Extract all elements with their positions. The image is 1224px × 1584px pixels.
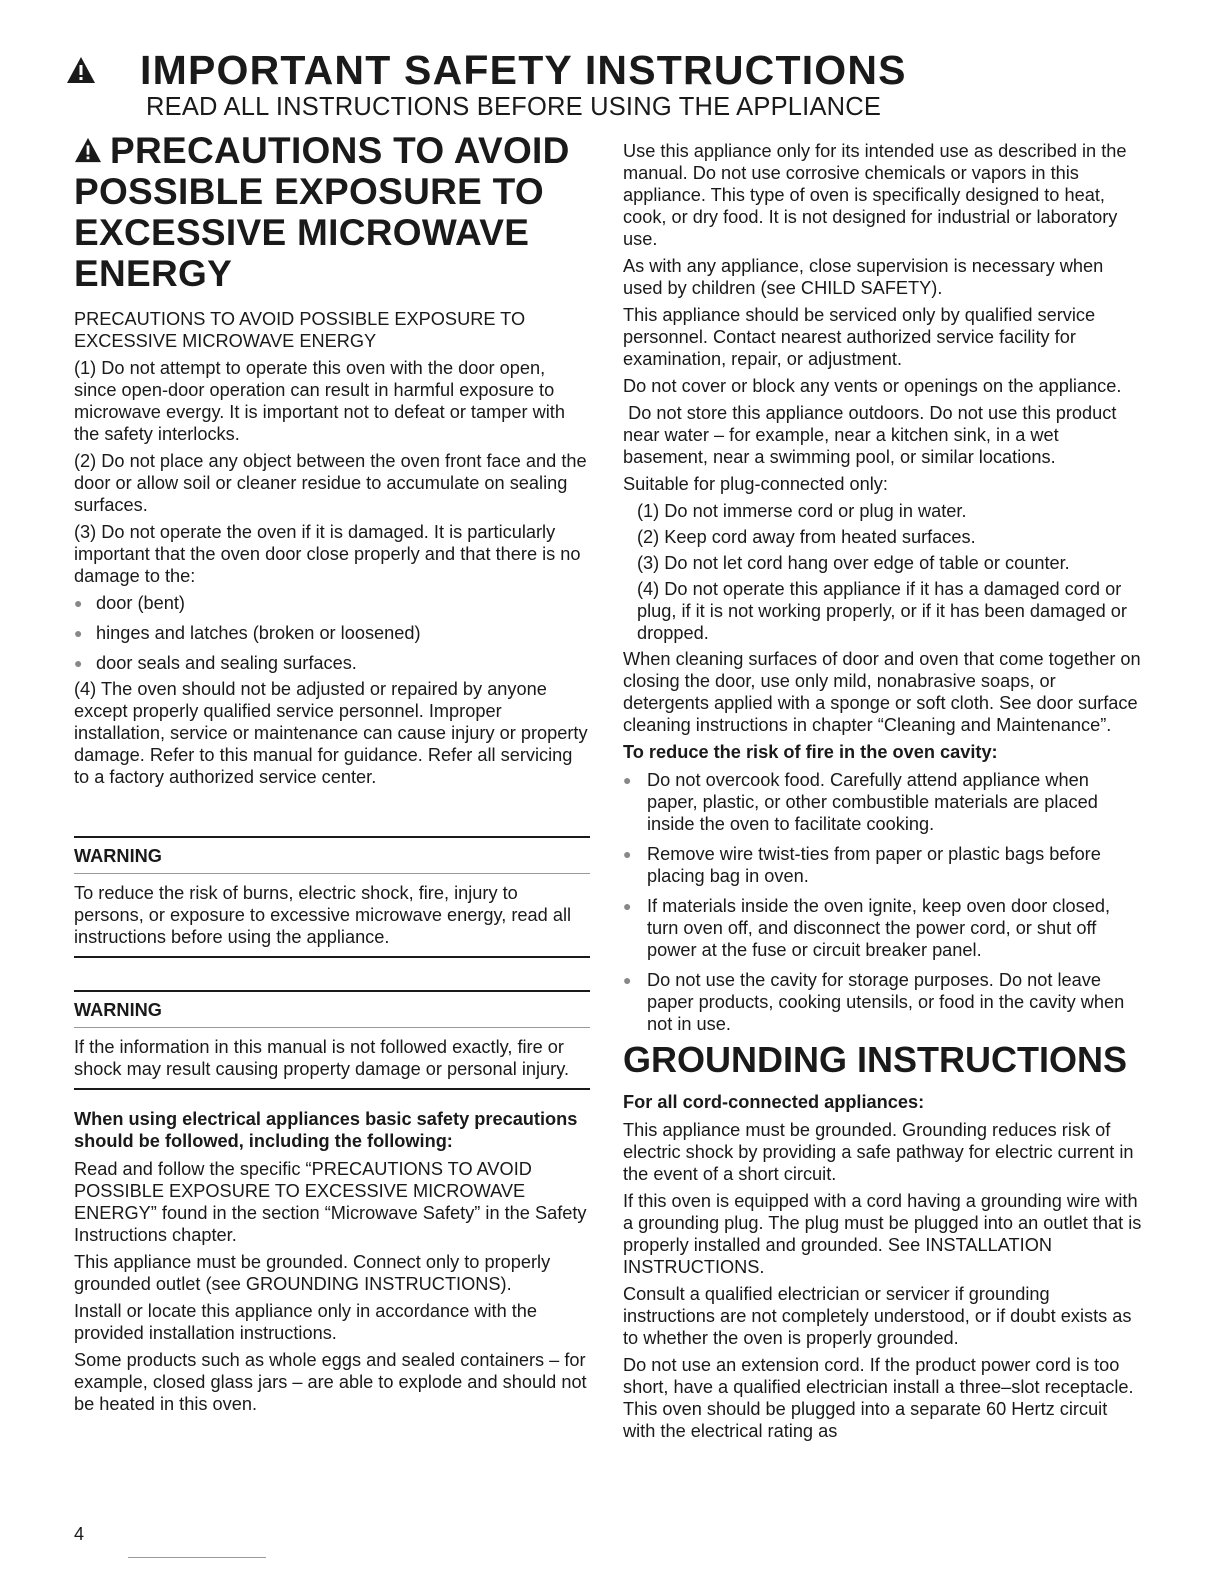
left-column bbox=[74, 130, 590, 1420]
list-item-text: door seals and sealing surfaces. bbox=[96, 653, 357, 673]
paragraph: Do not cover or block any vents or openings on the appliance. bbox=[623, 376, 1122, 396]
precaution-item: (4) The oven should not be adjusted or repaired by anyone except properly qualified service personnel. Improper installation, service or maintenance can cause injury or property damage. Refer to this manual for guidance. Refer all servicing to a factory authorized service center. bbox=[74, 679, 588, 787]
fire-risk-heading: To reduce the risk of fire in the oven cavity: bbox=[623, 742, 998, 762]
page-subtitle: READ ALL INSTRUCTIONS BEFORE USING THE APPLIANCE bbox=[146, 93, 882, 121]
precaution-item: (2) Do not place any object between the oven front face and the door or allow soil or cleaner residue to accumulate on sealing surfaces. bbox=[74, 451, 587, 515]
paragraph: Do not use an extension cord. If the product power cord is too short, have a qualified electrician install a three–slot receptacle. This oven should be plugged into a separate 60 Hertz circuit with the electrical rating as bbox=[623, 1355, 1134, 1441]
warning-text: If the information in this manual is not followed exactly, fire or shock may result causing property damage or personal injury. bbox=[74, 1037, 570, 1079]
list-item bbox=[623, 843, 1143, 887]
list-item-text: hinges and latches (broken or loosened) bbox=[96, 623, 421, 643]
precautions-heading bbox=[74, 130, 590, 294]
precautions-intro: PRECAUTIONS TO AVOID POSSIBLE EXPOSURE TO EXCESSIVE MICROWAVE ENERGY bbox=[74, 309, 526, 351]
paragraph: If this oven is equipped with a cord having a grounding wire with a grounding plug. The plug must be plugged into an outlet that is properly installed and grounded. See INSTALLATION INSTRUCTIONS. bbox=[623, 1191, 1142, 1277]
bullet-icon: ● bbox=[623, 772, 632, 788]
cord-item: (1) Do not immerse cord or plug in water. bbox=[637, 501, 967, 521]
precaution-item: (1) Do not attempt to operate this oven with the door open, since open-door operation can result in harmful exposure to microwave evergy. It is important not to defeat or tamper with the safety interlocks. bbox=[74, 358, 565, 444]
list-item-text: Do not overcook food. Carefully attend appliance when paper, plastic, or other combustible materials are placed inside the oven to facilitate cooking. bbox=[647, 770, 1098, 834]
paragraph: This appliance should be serviced only by qualified service personnel. Contact nearest authorized service facility for examination, repair, or adjustment. bbox=[623, 305, 1096, 369]
list-item-text: door (bent) bbox=[96, 593, 185, 613]
paragraph: Suitable for plug-connected only: bbox=[623, 474, 888, 494]
cord-item: (2) Keep cord away from heated surfaces. bbox=[637, 527, 976, 547]
page-number: 4 bbox=[74, 1524, 85, 1544]
bullet-icon: ● bbox=[74, 625, 83, 641]
warning-label: WARNING bbox=[74, 838, 590, 874]
warning-text: To reduce the risk of burns, electric shock, fire, injury to persons, or exposure to excessive microwave energy, read all instructions before using the appliance. bbox=[74, 883, 572, 947]
paragraph: This appliance must be grounded. Grounding reduces risk of electric shock by providing a safe pathway for electric current in the event of a short circuit. bbox=[623, 1120, 1134, 1184]
list-item bbox=[623, 769, 1143, 835]
paragraph: Some products such as whole eggs and sealed containers – for example, closed glass jars – are able to explode and should not be heated in this oven. bbox=[74, 1350, 587, 1414]
bullet-icon: ● bbox=[623, 846, 632, 862]
list-item bbox=[74, 622, 590, 644]
warning-triangle-icon bbox=[66, 56, 96, 84]
paragraph: Use this appliance only for its intended use as described in the manual. Do not use corrosive chemicals or vapors in this appliance. This type of oven is specifically designed to heat, cook, or dry food. It is not designed for industrial or laboratory use. bbox=[623, 141, 1127, 249]
cord-item: (4) Do not operate this appliance if it has a damaged cord or plug, if it is not working properly, or if it has been damaged or dropped. bbox=[637, 579, 1127, 643]
bullet-icon: ● bbox=[623, 972, 632, 988]
list-item-text: If materials inside the oven ignite, keep oven door closed, turn oven off, and disconnect the power cord, or shut off power at the fuse or circuit breaker panel. bbox=[647, 896, 1111, 960]
paragraph: Read and follow the specific “PRECAUTIONS TO AVOID POSSIBLE EXPOSURE TO EXCESSIVE MICROWAVE ENERGY” found in the section “Microwave Safety” in the Safety Instructions chapter. bbox=[74, 1159, 587, 1245]
paragraph: This appliance must be grounded. Connect only to properly grounded outlet (see GROUNDING INSTRUCTIONS). bbox=[74, 1252, 551, 1294]
warning-box bbox=[74, 990, 590, 1090]
page-title: IMPORTANT SAFETY INSTRUCTIONS bbox=[140, 47, 907, 93]
grounding-heading: GROUNDING INSTRUCTIONS bbox=[623, 1039, 1127, 1080]
page-header bbox=[66, 48, 1166, 122]
list-item bbox=[74, 652, 590, 674]
precautions-heading-text: PRECAUTIONS TO AVOID POSSIBLE EXPOSURE TO EXCESSIVE MICROWAVE ENERGY bbox=[74, 130, 570, 294]
cord-connected-heading: For all cord-connected appliances: bbox=[623, 1092, 925, 1112]
paragraph: Consult a qualified electrician or servicer if grounding instructions are not completely understood, or if doubt exists as to whether the oven is properly grounded. bbox=[623, 1284, 1132, 1348]
paragraph: As with any appliance, close supervision is necessary when used by children (see CHILD SAFETY). bbox=[623, 256, 1104, 298]
right-column bbox=[623, 140, 1143, 1447]
warning-triangle-icon bbox=[74, 137, 102, 163]
list-item-text: Remove wire twist-ties from paper or plastic bags before placing bag in oven. bbox=[647, 844, 1101, 886]
electrical-safety-heading: When using electrical appliances basic safety precautions should be followed, including the following: bbox=[74, 1109, 578, 1151]
precaution-item: (3) Do not operate the oven if it is damaged. It is particularly important that the oven door close properly and that there is no damage to the: bbox=[74, 522, 581, 586]
bullet-icon: ● bbox=[74, 595, 83, 611]
bullet-icon: ● bbox=[74, 655, 83, 671]
warning-box bbox=[74, 836, 590, 958]
warning-label: WARNING bbox=[74, 992, 590, 1028]
paragraph: Do not store this appliance outdoors. Do not use this product near water – for example, near a kitchen sink, in a wet basement, near a swimming pool, or similar locations. bbox=[623, 403, 1122, 467]
list-item-text: Do not use the cavity for storage purposes. Do not leave paper products, cooking utensils, or food in the cavity when not in use. bbox=[647, 970, 1125, 1034]
divider bbox=[74, 1088, 590, 1090]
list-item bbox=[74, 592, 590, 614]
footer-divider bbox=[128, 1557, 266, 1558]
divider bbox=[74, 956, 590, 958]
cord-item: (3) Do not let cord hang over edge of table or counter. bbox=[637, 553, 1070, 573]
paragraph: Install or locate this appliance only in accordance with the provided installation instructions. bbox=[74, 1301, 538, 1343]
list-item bbox=[623, 969, 1143, 1035]
list-item bbox=[623, 895, 1143, 961]
paragraph: When cleaning surfaces of door and oven that come together on closing the door, use only mild, nonabrasive soaps, or detergents applied with a sponge or soft cloth. See door surface cleaning instructions in chapter “Cleaning and Maintenance”. bbox=[623, 649, 1141, 735]
bullet-icon: ● bbox=[623, 898, 632, 914]
